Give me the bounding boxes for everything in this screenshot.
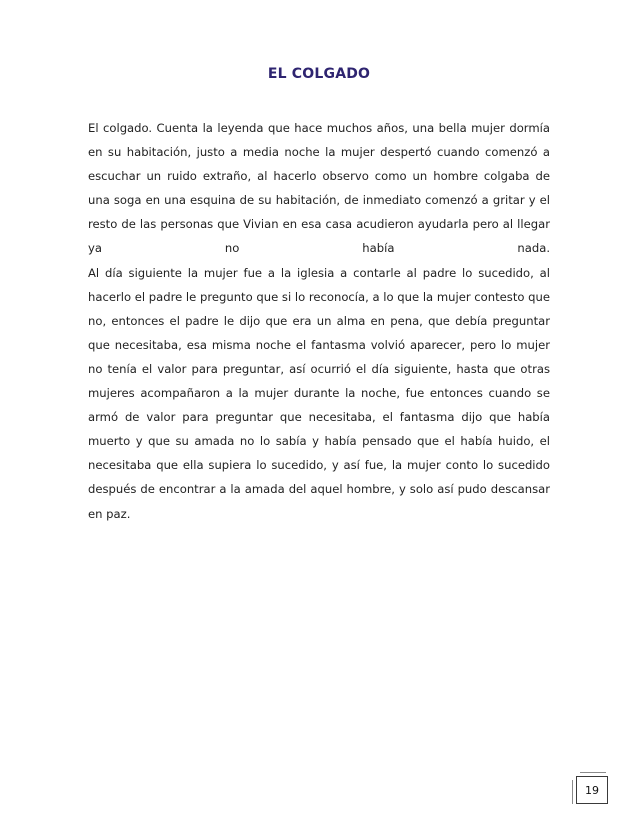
story-paragraph-1: El colgado. Cuenta la leyenda que hace muchos años, una bella mujer dormía en su habitación, justo a media noche la mujer despertó cuando comenzó a escuchar un ruido extraño, al hacerlo observo como un hombre colgaba de una soga en una esquina de su habitación, de inmediato comenzó a gritar y el resto de las personas que Vivian en esa casa acudieron ayudarla pero al llegar ya no había nada.	[88, 121, 550, 256]
story-body	[88, 116, 550, 526]
page-number: 19	[576, 776, 608, 804]
page-title: EL COLGADO	[267, 66, 371, 82]
story-paragraph-2: Al día siguiente la mujer fue a la iglesia a contarle al padre lo sucedido, al hacerlo el padre le pregunto que si lo reconocía, a lo que la mujer contesto que no, entonces el padre le dijo que era un alma en pena, que debía preguntar que necesitaba, esa misma noche el fantasma volvió aparecer, pero lo mujer no tenía el valor para preguntar, así ocurrió el día siguiente, hasta que otras mujeres acompañaron a la mujer durante la noche, fue entonces cuando se armó de valor para preguntar que necesitaba, el fantasma dijo que había muerto y que su amada no lo sabía y había pensado que el había huido, el necesitaba que ella supiera lo sucedido, y así fue, la mujer conto lo sucedido después de encontrar a la amada del aquel hombre, y solo así pudo descansar en paz.	[88, 265, 550, 521]
